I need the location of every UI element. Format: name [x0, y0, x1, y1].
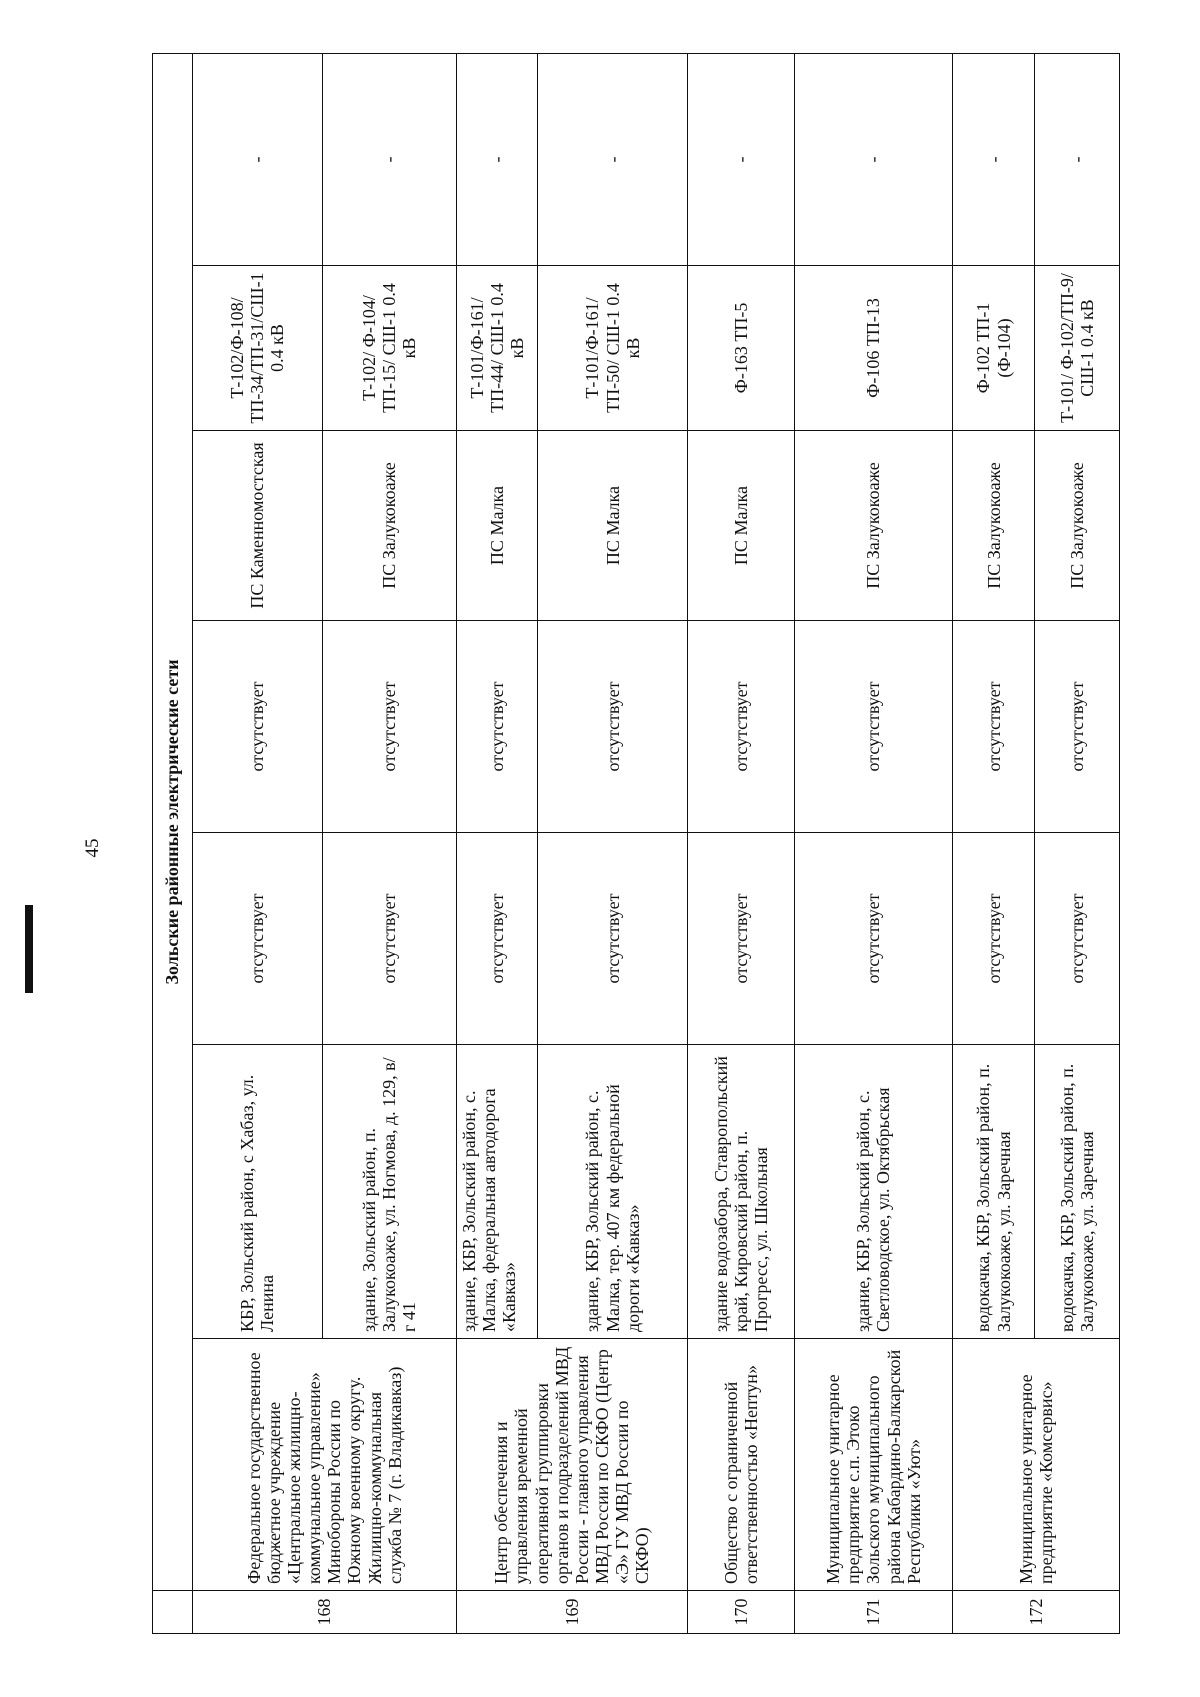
table-row [794, 53, 953, 1633]
substation: ПС Малка [538, 431, 688, 621]
last-cell: - [794, 53, 953, 265]
feeder: Ф-163 ТП-5 [688, 266, 795, 431]
organization-name: Муниципальное унитарное предприятие с.п. Этоко Зольского муниципального района Кабардино-Балкарской Республики «Уют» [794, 1339, 953, 1591]
cell-absent: отсутствует [794, 621, 953, 833]
feeder: Т-101/Ф-161/ТП-50/ СШ-1 0.4 кВ [538, 266, 688, 431]
object-address: водокачка, КБР, Зольский район, п. Залукокоаже, ул. Заречная [953, 1045, 1035, 1339]
last-cell: - [456, 53, 538, 265]
substation: ПС Залукокоаже [1034, 431, 1119, 621]
table-row [192, 53, 322, 1633]
substation: ПС Залукокоаже [953, 431, 1035, 621]
cell-absent: отсутствует [323, 621, 457, 833]
feeder: Т-102/Ф-108/ТП-34/ТП-31/СШ-1 0.4 кВ [192, 266, 322, 431]
organization-name: Муниципальное унитарное предприятие «Комсервис» [953, 1339, 1120, 1591]
substation: ПС Залукокоаже [794, 431, 953, 621]
table-row [953, 53, 1035, 1633]
table-row [688, 53, 795, 1633]
object-address: здание водозабора, Ставропольский край, Кировский район, п. Прогресс, ул. Школьная [688, 1045, 795, 1339]
cell-absent: отсутствует [192, 833, 322, 1045]
row-number: 172 [953, 1591, 1120, 1634]
row-number: 169 [456, 1591, 687, 1634]
cell-absent: отсутствует [688, 833, 795, 1045]
substation: ПС Малка [456, 431, 538, 621]
object-address: здание, КБР, Зольский район, с. Малка, тер. 407 км федеральной дороги «Кавказ» [538, 1045, 688, 1339]
cell-absent: отсутствует [1034, 621, 1119, 833]
cell-absent: отсутствует [456, 621, 538, 833]
rotated-table-sheet [152, 54, 1120, 1634]
last-cell: - [1034, 53, 1119, 265]
cell-absent: отсутствует [456, 833, 538, 1045]
section-title: Зольские районные электрические сети [153, 53, 193, 1590]
cell-absent: отсутствует [323, 833, 457, 1045]
last-cell: - [688, 53, 795, 265]
organization-name: Общество с ограниченной ответственностью «Нептун» [688, 1339, 795, 1591]
header-mark [25, 905, 33, 993]
organization-name: Федеральное государственное бюджетное учреждение «Центральное жилищно-коммунальное управление» Минобороны России по Южному военному округу. Жилищно-коммунальная служба № 7 (г. Владикавказ) [192, 1339, 456, 1591]
feeder: Т-102/ Ф-104/ТП-15/ СШ-1 0.4 кВ [323, 266, 457, 431]
row-number: 170 [688, 1591, 795, 1634]
page-number: 45 [82, 838, 103, 858]
object-address: здание, КБР, Зольский район, с. Малка, федеральная автодорога «Кавказ» [456, 1045, 538, 1339]
organization-name: Центр обеспечения и управления временной оперативной группировки органов и подразделений МВД России - главного управления МВД России по СКФО (Центр «Э» ГУ МВД России по СКФО) [456, 1339, 687, 1591]
section-header-row [153, 53, 193, 1633]
cell-absent: отсутствует [953, 833, 1035, 1045]
cell-absent: отсутствует [794, 833, 953, 1045]
object-address: здание, Зольский район, п. Залукокоаже, ул. Ногмова, д. 129, в/г 41 [323, 1045, 457, 1339]
cell-absent: отсутствует [538, 621, 688, 833]
cell-absent: отсутствует [688, 621, 795, 833]
feeder: Т-101/ Ф-102/ТП-9/ СШ-1 0.4 кВ [1034, 266, 1119, 431]
cell-absent: отсутствует [953, 621, 1035, 833]
cell-absent: отсутствует [538, 833, 688, 1045]
last-cell: - [323, 53, 457, 265]
last-cell: - [192, 53, 322, 265]
substation: ПС Каменномостская [192, 431, 322, 621]
object-address: водокачка, КБР, Зольский район, п. Залукокоаже, ул. Заречная [1034, 1045, 1119, 1339]
feeder: Т-101/Ф-161/ТП-44/ СШ-1 0.4 кВ [456, 266, 538, 431]
row-number: 168 [192, 1591, 456, 1634]
table-row [456, 53, 538, 1633]
feeder: Ф-106 ТП-13 [794, 266, 953, 431]
substation-table [152, 53, 1120, 1634]
last-cell: - [953, 53, 1035, 265]
object-address: КБР, Зольский район, с Хабаз, ул. Ленина [192, 1045, 322, 1339]
feeder: Ф-102 ТП-1 (Ф-104) [953, 266, 1035, 431]
substation: ПС Залукокоаже [323, 431, 457, 621]
substation: ПС Малка [688, 431, 795, 621]
last-cell: - [538, 53, 688, 265]
row-number: 171 [794, 1591, 953, 1634]
cell-absent: отсутствует [192, 621, 322, 833]
cell-absent: отсутствует [1034, 833, 1119, 1045]
object-address: здание, КБР, Зольский район, с. Светловодское, ул. Октябрьская [794, 1045, 953, 1339]
